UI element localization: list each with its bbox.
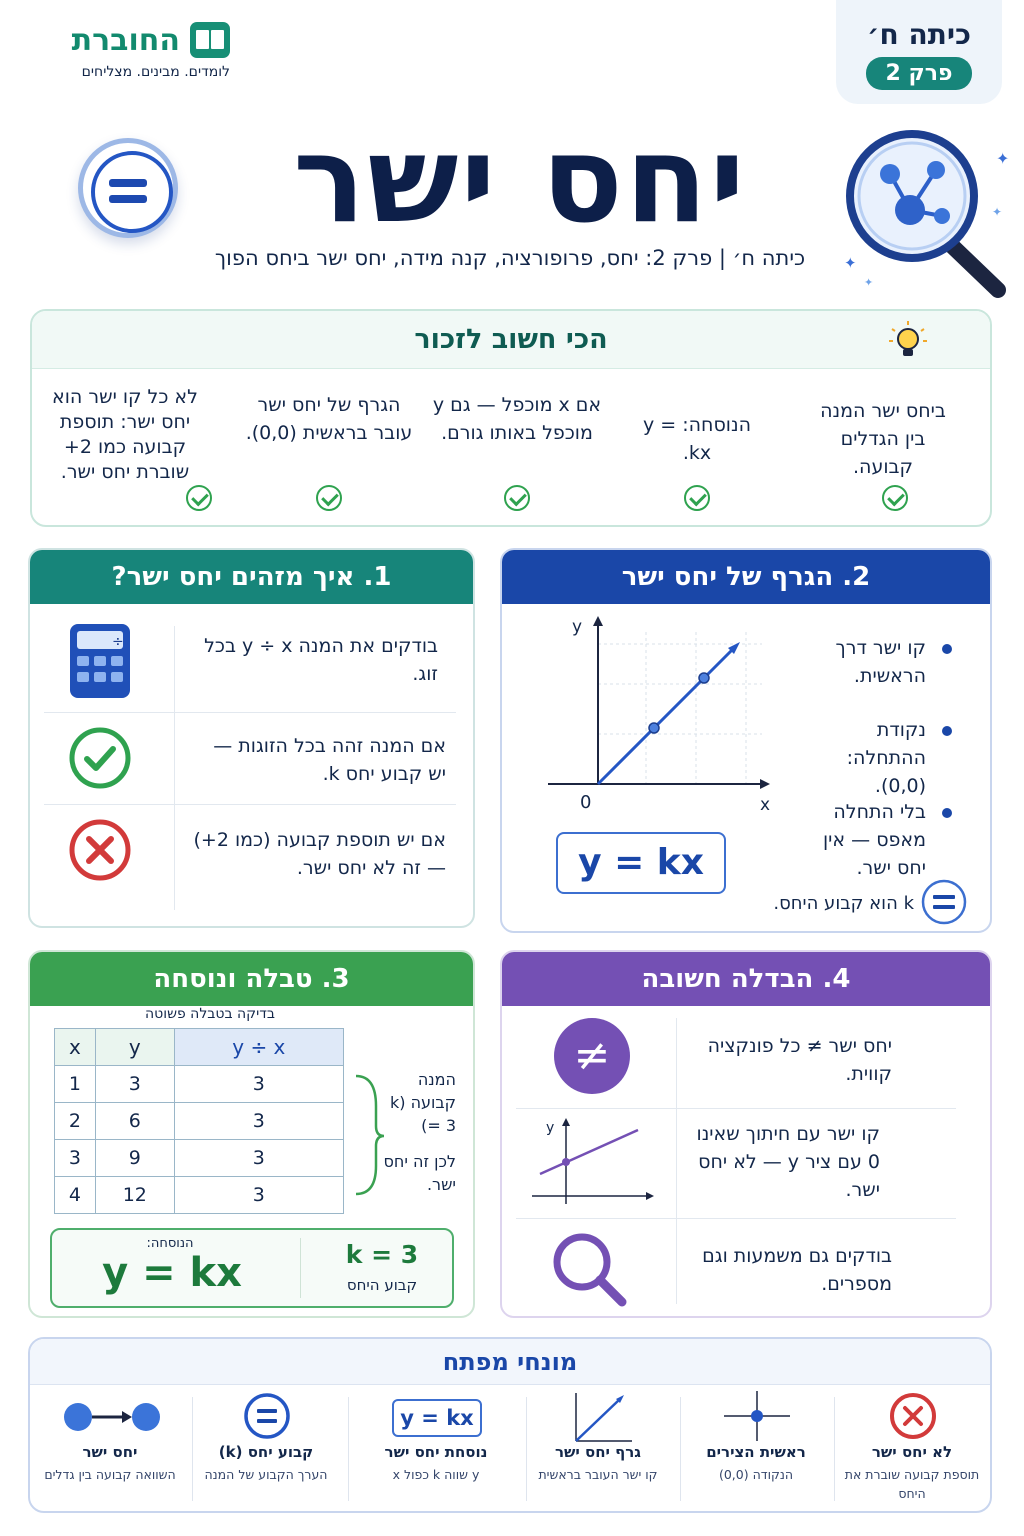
svg-text:✦: ✦ [844,254,857,272]
key-term-label: גרף יחס ישר [554,1443,642,1461]
section-3-title: 3. טבלה ונוסחה [30,952,473,1006]
identify-row-text: אם יש תוספת קבועה (כמו 2+) — זה לא יחס ישר. [193,829,446,879]
distinction-row-text: יחס ישר ≠ כל פונקציה קווית. [707,1035,892,1085]
k-label: קבוע היחס [346,1276,418,1294]
axis-y-label: y [546,1120,555,1136]
table-row [55,1140,344,1177]
key-term-label: נוסחת יחס ישר [384,1443,488,1461]
formula-icon: y = kx [392,1399,482,1437]
key-term-direct [30,1385,190,1513]
table-cell: 3 [55,1140,96,1177]
graph-formula: y = kx [556,832,726,894]
formula-label: הנוסחה: [146,1236,194,1251]
section-4-title: 4. הבדלה חשובה [502,952,990,1006]
key-term-graph [518,1385,678,1513]
ratio-table [54,1028,344,1214]
section-table [28,950,475,1318]
key-term-desc: הנקודה (0,0) [718,1467,794,1482]
key-term-desc: y שווה k כפול x [392,1467,480,1482]
k-note: k הוא קבוע היחס. [773,893,914,914]
table-side-note: לכן זה יחס ישר. [383,1152,456,1194]
page-title: יחס ישר [293,111,747,250]
key-term-label: לא יחס ישר [871,1443,953,1461]
equals-icon [920,878,968,926]
table-row [55,1103,344,1140]
remember-item: לא כל קו ישר הוא יחס ישר: תוספת קבועה כמו 2+ שוברת יחס ישר. [52,386,198,483]
section-graph [500,548,992,933]
identify-row-text: אם המנה זהה בכל הזוגות — יש קבוע יחס k. [213,735,446,785]
k-value: k = 3 [345,1240,419,1269]
distinction-row-text: בודקים גם משמעות וגם מספרים. [702,1245,892,1295]
lightbulb-icon [886,319,930,363]
bullet-icon [942,726,952,736]
table-header: y [95,1029,174,1066]
magnifier-icon [548,1230,638,1310]
calculator-icon [68,622,132,700]
key-term-no-proportion [832,1385,992,1513]
table-cell: 9 [95,1140,174,1177]
grade-box [836,0,1002,104]
remember-title: הכי חשוב לזכור [32,311,990,369]
section-1-title: 1. איך מזהים יחס ישר? [30,550,473,604]
remember-item: אם x מוכפל — גם y מוכפל באותו גורם. [432,394,602,444]
section-2-title: 2. הגרף של יחס ישר [502,550,990,604]
key-terms [28,1337,992,1513]
table-row [55,1177,344,1214]
graph-bullet: קו ישר דרך הראשית. [835,637,926,687]
cross-circle-icon [68,818,132,882]
check-icon [186,485,212,511]
grade-label: כיתה ח׳ [867,18,971,51]
equals-icon [242,1391,292,1441]
table-header: x [55,1029,96,1066]
graph-bullet: נקודת ההתחלה: (0,0). [846,719,926,797]
formula-box [50,1228,454,1308]
distinction-row-text: קו ישר עם חיתוך שאינו 0 עם ציר y — לא יחס ישר. [696,1123,880,1201]
table-cell: 4 [55,1177,96,1214]
bullet-icon [942,644,952,654]
identify-row-text: בודקים את המנה y ÷ x בכל זוג. [204,635,438,685]
remember-box [30,309,992,527]
brand-tagline: לומדים. מבינים. מצליחים [81,64,230,80]
remember-item: הנוסחה: y = kx. [642,414,751,464]
key-terms-title: מונחי מפתח [30,1339,990,1385]
svg-text:✦: ✦ [864,276,874,289]
ratio-arrow-icon [60,1399,164,1435]
graph-bullet: בלי התחלה מאפס — אין יחס ישר. [822,801,926,879]
table-caption: בדיקה בטבלה פשוטה [145,1006,275,1022]
bullet-icon [942,808,952,818]
table-cell: 3 [174,1066,343,1103]
section-identify [28,548,475,928]
chapter-badge: פרק 2 [866,57,973,90]
check-icon [684,485,710,511]
svg-text:✦: ✦ [996,149,1010,168]
graph-icon [564,1389,634,1443]
table-cell: 12 [95,1177,174,1214]
origin-axes-icon [722,1389,792,1443]
table-cell: 6 [95,1103,174,1140]
table-cell: 3 [174,1177,343,1214]
table-cell: 2 [55,1103,96,1140]
table-cell: 3 [174,1103,343,1140]
check-icon [316,485,342,511]
linear-intercept-graph-icon [526,1116,656,1212]
key-term-label: ראשית הצירים [706,1443,806,1461]
key-term-origin [676,1385,836,1513]
axis-y-label: y [572,617,583,637]
book-icon [190,22,230,58]
remember-item: הגרף של יחס ישר עובר בראשית (0,0). [245,394,413,444]
remember-item: ביחס ישר המנה בין הגדלים קבועה. [820,400,946,478]
svg-text:✦: ✦ [992,205,1003,219]
brand [30,22,230,80]
check-icon [504,485,530,511]
key-term-constant [186,1385,346,1513]
check-circle-icon [68,726,132,790]
key-term-formula [356,1385,516,1513]
key-term-label: יחס ישר [82,1443,138,1461]
table-cell: 1 [55,1066,96,1103]
not-equal-icon: ≠ [554,1018,630,1094]
key-term-desc: קו ישר העובר בראשית [538,1467,658,1482]
brand-name: החוברת [71,22,180,58]
magnifier-molecule-icon [838,124,1018,306]
origin-label: 0 [580,792,592,812]
equals-icon [78,138,178,238]
page-subtitle: כיתה ח׳ | פרק 2: יחס, פרופורציה, קנה מידה, יחס ישר ביחס הפוך [214,246,806,270]
key-term-desc: הערך הקבוע של המנה [204,1467,328,1482]
key-term-desc: השוואה קבועה בין גדלים [44,1467,176,1482]
check-icon [882,485,908,511]
table-row [55,1066,344,1103]
table-header: y ÷ x [174,1029,343,1066]
key-term-label: קבוע יחס (k) [218,1443,314,1461]
key-term-desc: תוספת קבועה שוברת את היחס [844,1467,980,1501]
table-side-note: המנה קבועה (k = 3) [389,1070,456,1135]
direct-proportion-graph [542,612,782,812]
axis-x-label: x [760,795,771,812]
calculator-symbol: ÷ [112,634,124,650]
table-cell: 3 [174,1140,343,1177]
formula-text: y = kx [102,1250,242,1296]
section-distinction [500,950,992,1318]
table-cell: 3 [95,1066,174,1103]
cross-circle-icon [888,1391,938,1441]
